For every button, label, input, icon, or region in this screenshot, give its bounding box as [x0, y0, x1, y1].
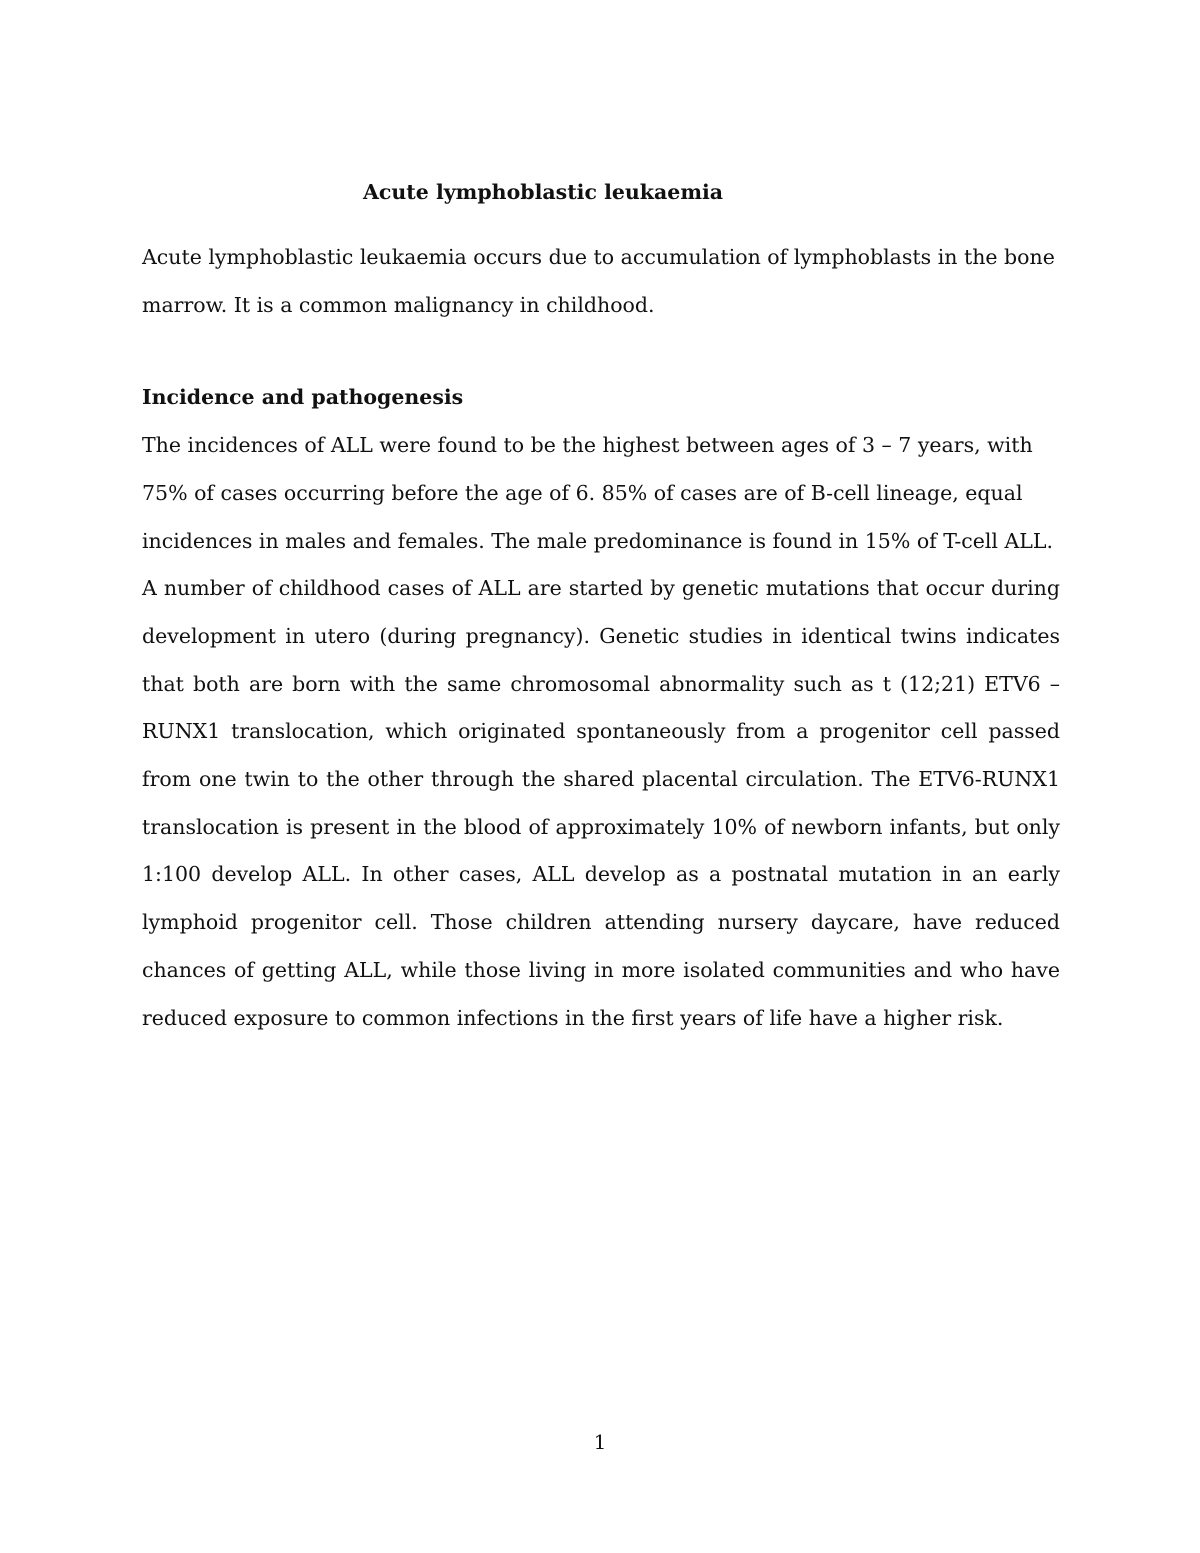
page-number: 1: [593, 1430, 607, 1454]
section-heading: Incidence and pathogenesis: [142, 385, 464, 410]
pathogenesis-paragraph: A number of childhood cases of ALL are started by genetic mutations that occur during development in utero (during pregnancy). Genetic studies in identical twins indicates that both are born with the same chromosomal abnormality such as t (12;21) ETV6 – RUNX1 translocation, which originated spontaneously from a progenitor cell passed from one twin to the other through the shared placental circulation. The ETV6-RUNX1 translocation is present in the blood of approximately 10% of newborn infants, but only 1:100 develop ALL. In other cases, ALL develop as a postnatal mutation in an early lymphoid progenitor cell. Those children attending nursery daycare, have reduced chances of getting ALL, while those living in more isolated communities and who have reduced exposure to common infections in the first years of life have a higher risk.: [142, 576, 1060, 1030]
intro-paragraph: Acute lymphoblastic leukaemia occurs due to accumulation of lymphoblasts in the bone marrow. It is a common malignancy in childhood.: [142, 245, 1055, 317]
incidence-paragraph: The incidences of ALL were found to be the highest between ages of 3 – 7 years, with 75% of cases occurring before the age of 6. 85% of cases are of B-cell lineage, equal incidences in males and females. The male predominance is found in 15% of T-cell ALL.: [142, 433, 1054, 553]
document-body: [142, 170, 1060, 1042]
document-title: Acute lymphoblastic leukaemia: [363, 180, 724, 204]
